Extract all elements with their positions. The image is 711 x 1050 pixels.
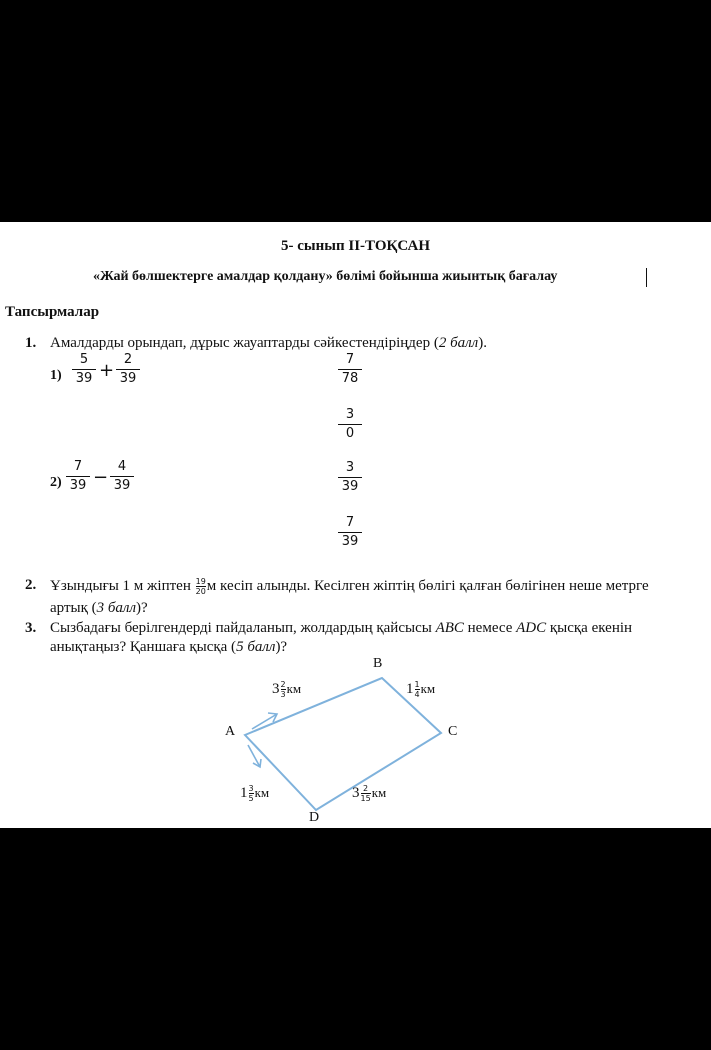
expr1-fraction-a: 5 39 — [72, 352, 96, 387]
task3-text-line2: анықтаңыз? Қаншаға қысқа (5 балл)? — [50, 639, 288, 655]
answer-fraction: 7 78 — [338, 352, 362, 387]
answer-fraction: 3 39 — [338, 460, 362, 495]
answer-fraction: 7 39 — [338, 515, 362, 550]
vertex-c-label: C — [448, 724, 458, 739]
expr1-label: 1) — [50, 368, 62, 383]
edge-dc-label: $3\frac{2}{15}км$ — [352, 784, 387, 803]
task2-text: Ұзындығы 1 м жіптен $\frac{19}{20}м$ кесіп алынды. Кесілген жіптің бөлігі қалған бөлігінен неше метрге — [50, 577, 649, 596]
expr2-fraction-a: 7 39 — [66, 459, 90, 494]
task3-number: 3. — [25, 620, 37, 636]
expr1-operator: + — [99, 360, 115, 381]
expr1-fraction-b: 2 39 — [116, 352, 140, 387]
edge-bc-label: $1\frac{1}{4}км$ — [406, 680, 436, 699]
arrow-icon — [248, 745, 261, 767]
page-title: 5- сынып II-ТОҚСАН — [281, 238, 430, 254]
expr2-operator: − — [93, 467, 109, 488]
task1-text: Амалдарды орындап, дұрыс жауаптарды сәйкестендіріңдер (2 балл). — [50, 335, 487, 351]
vertex-a-label: A — [225, 724, 236, 739]
task2-fraction: $\frac{19}{20}$ — [195, 577, 206, 596]
vertex-b-label: B — [373, 656, 383, 671]
expr2-fraction-b: 4 39 — [110, 459, 134, 494]
route-diagram — [0, 222, 711, 828]
task1-number: 1. — [25, 335, 37, 351]
edge-ad-label: $1\frac{3}{5}км$ — [240, 784, 270, 803]
task3-text: Сызбадағы берілгендерді пайдаланып, жолдардың қайсысы ABC немесе ADC қысқа екенін — [50, 620, 633, 636]
expr2-label: 2) — [50, 475, 62, 490]
answer-fraction: 3 0 — [338, 407, 362, 442]
task2-number: 2. — [25, 577, 37, 593]
task2-text-line2: артық (3 балл)? — [50, 600, 148, 616]
page-subtitle: «Жай бөлшектерге амалдар қолдану» бөлімі бойынша жиынтық бағалау — [93, 269, 558, 284]
section-label: Тапсырмалар — [5, 304, 100, 320]
vertex-d-label: D — [309, 810, 320, 825]
edge-ab-label: $3\frac{2}{3}км$ — [272, 680, 302, 699]
worksheet — [0, 222, 711, 828]
